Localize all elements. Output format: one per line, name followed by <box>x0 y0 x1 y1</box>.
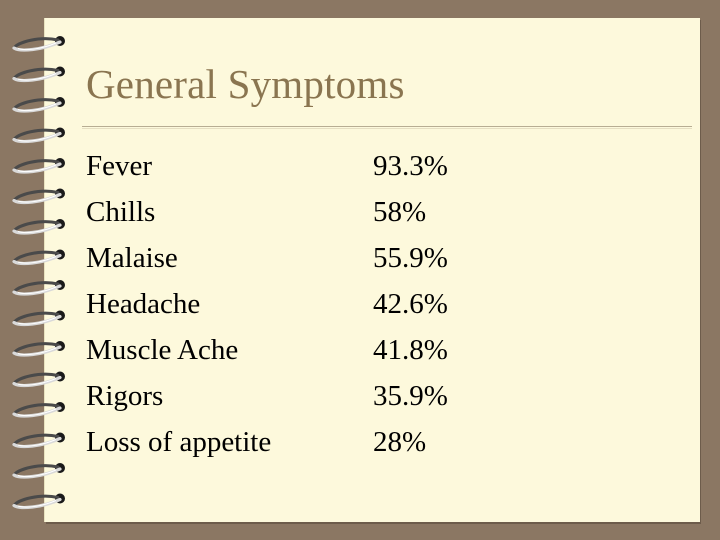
symptom-name: Fever <box>86 150 153 182</box>
symptom-percent: 93.3% <box>373 150 448 182</box>
spiral-binding-ring-icon <box>14 280 65 294</box>
spiral-binding-ring-icon <box>14 219 65 233</box>
symptom-row <box>86 242 506 282</box>
spiral-binding-ring-icon <box>14 158 65 172</box>
spiral-binding-ring-icon <box>14 311 65 325</box>
symptom-percent: 42.6% <box>373 288 448 320</box>
symptom-percent: 28% <box>373 426 427 458</box>
spiral-binding-ring-icon <box>14 67 65 81</box>
spiral-binding-ring-icon <box>14 189 65 203</box>
spiral-binding-ring-icon <box>14 128 65 142</box>
symptom-row <box>86 150 506 190</box>
symptom-row <box>86 334 506 374</box>
title-divider <box>82 126 692 127</box>
spiral-binding-ring-icon <box>14 341 65 355</box>
symptom-row <box>86 380 506 420</box>
title-divider-highlight <box>82 128 692 129</box>
spiral-binding-ring-icon <box>14 36 65 50</box>
spiral-binding <box>0 0 80 540</box>
symptom-name: Headache <box>86 288 201 320</box>
symptom-name: Loss of appetite <box>86 426 272 458</box>
spiral-binding-ring-icon <box>14 463 65 477</box>
symptom-row <box>86 196 506 236</box>
symptom-name: Muscle Ache <box>86 334 239 366</box>
symptom-percent: 41.8% <box>373 334 448 366</box>
symptom-percent: 35.9% <box>373 380 448 412</box>
spiral-binding-ring-icon <box>14 250 65 264</box>
spiral-binding-ring-icon <box>14 402 65 416</box>
symptom-name: Chills <box>86 196 156 228</box>
spiral-binding-ring-icon <box>14 372 65 386</box>
symptom-row <box>86 426 506 466</box>
symptom-name: Rigors <box>86 380 164 412</box>
symptom-row <box>86 288 506 328</box>
symptom-name: Malaise <box>86 242 178 274</box>
symptom-percent: 58% <box>373 196 427 228</box>
spiral-binding-ring-icon <box>14 494 65 508</box>
spiral-binding-ring-icon <box>14 433 65 447</box>
slide-title: General Symptoms <box>86 61 405 107</box>
symptom-percent: 55.9% <box>373 242 448 274</box>
spiral-binding-ring-icon <box>14 97 65 111</box>
